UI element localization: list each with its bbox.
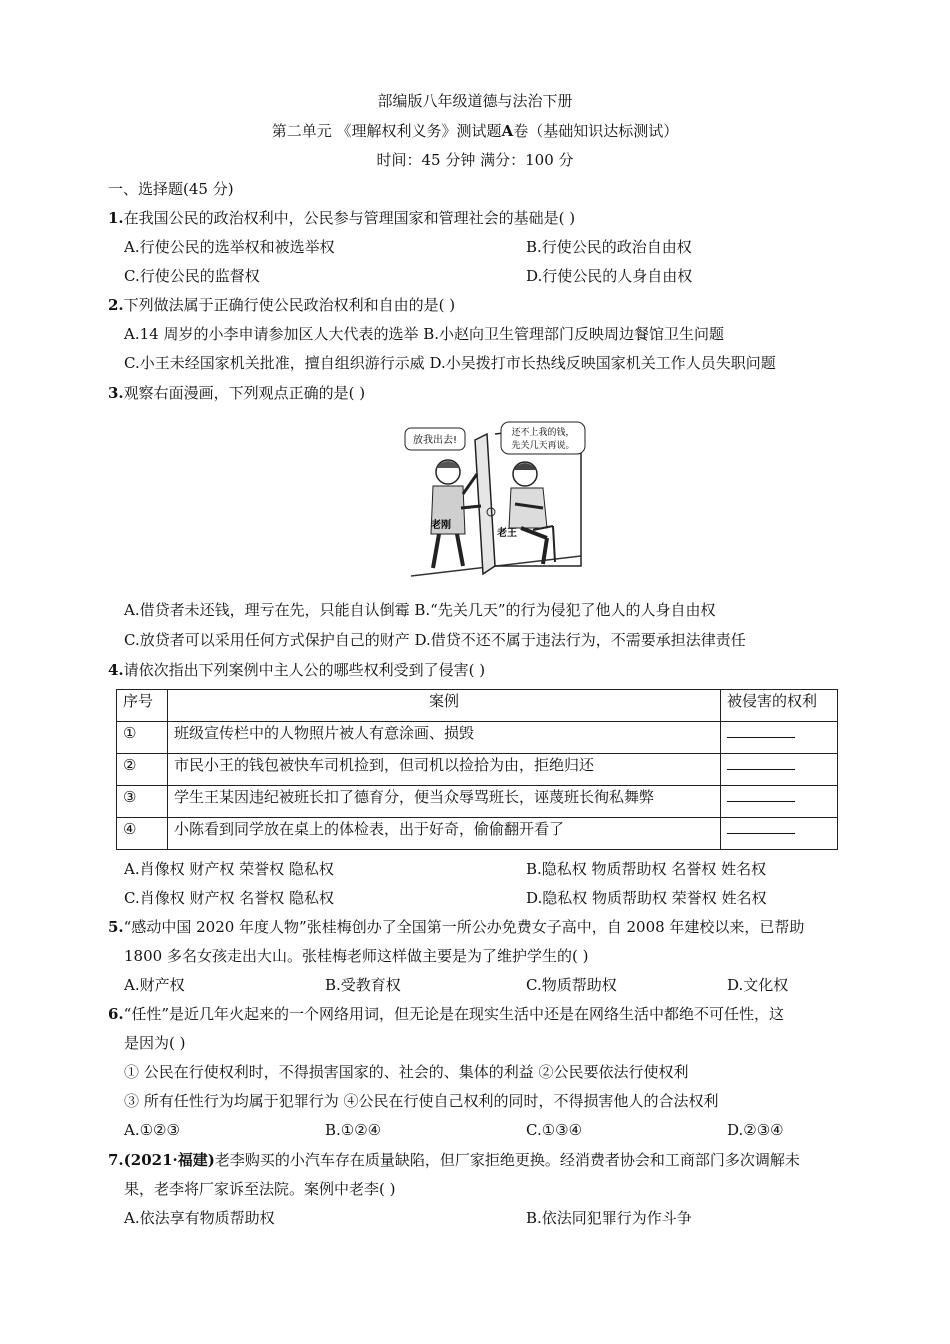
q3-stem	[108, 383, 365, 403]
q6-option-a: A.①②③	[124, 1121, 180, 1139]
q1-number: 1.	[108, 209, 124, 227]
q7-stem-1	[108, 1150, 800, 1170]
q5-option-c: C.物质帮助权	[526, 976, 617, 994]
doc-title: 部编版八年级道德与法治下册	[377, 92, 573, 110]
q5-option-a: A.财产权	[124, 976, 185, 994]
q6-option-d: D.②③④	[727, 1121, 784, 1139]
q2-options-ab: A.14 周岁的小李申请参加区人大代表的选举 B.小赵向卫生管理部门反映周边餐馆卫生问题	[124, 325, 725, 343]
table-row	[117, 786, 838, 818]
q4-option-b: B.隐私权 物质帮助权 名誉权 姓名权	[526, 860, 767, 878]
row-blank	[721, 818, 838, 850]
q5-stem-1	[108, 917, 804, 937]
q4-option-c: C.肖像权 财产权 名誉权 隐私权	[124, 889, 335, 907]
q1-stem	[108, 208, 575, 228]
q5-option-b: B.受教育权	[325, 976, 401, 994]
row-case: 小陈看到同学放在桌上的体检表，出于好奇，偷偷翻开看了	[168, 818, 721, 850]
q6-statements-1: ① 公民在行使权利时，不得损害国家的、社会的、集体的利益 ②公民要依法行使权利	[124, 1063, 689, 1081]
section-heading: 一、选择题(45 分)	[108, 180, 234, 198]
q6-text-1: “任性”是近几年火起来的一个网络用词，但无论是在现实生活中还是在网络生活中都绝不可任性，这	[123, 1005, 785, 1023]
q5-option-d: D.文化权	[727, 976, 789, 994]
q1-option-c: C.行使公民的监督权	[124, 267, 260, 285]
q5-text-1: “感动中国 2020 年度人物”张桂梅创办了全国第一所公办免费女子高中，自 2008 年建校以来，已帮助	[123, 918, 805, 936]
q6-statements-2: ③ 所有任性行为均属于犯罪行为 ④公民在行使自己权利的同时，不得损害他人的合法权利	[124, 1092, 719, 1110]
q7-text-1: 老李购买的小汽车存在质量缺陷，但厂家拒绝更换。经消费者协会和工商部门多次调解未	[214, 1151, 800, 1169]
row-blank	[721, 786, 838, 818]
table-header-row	[117, 690, 838, 722]
answer-blank	[727, 755, 795, 770]
row-case: 班级宣传栏中的人物照片被人有意涂画、损毁	[168, 722, 721, 754]
q4-stem	[108, 660, 485, 680]
table-row	[117, 818, 838, 850]
answer-blank	[727, 819, 795, 834]
row-blank	[721, 722, 838, 754]
bubble-left-text: 放我出去!	[412, 435, 458, 446]
q1-option-a: A.行使公民的选举权和被选举权	[124, 238, 335, 256]
header-right: 被侵害的权利	[721, 690, 838, 722]
q7-option-b: B.依法同犯罪行为作斗争	[526, 1209, 692, 1227]
doc-subtitle	[0, 121, 950, 141]
q7-option-a: A.依法享有物质帮助权	[124, 1209, 275, 1227]
q2-number: 2.	[108, 296, 124, 314]
q3-text: 观察右面漫画，下列观点正确的是( )	[123, 384, 366, 402]
q6-number: 6.	[108, 1005, 124, 1023]
q6-option-c: C.①③④	[526, 1121, 583, 1139]
q7-stem-2: 果，老李将厂家诉至法院。案例中老李( )	[124, 1180, 396, 1198]
row-case: 学生王某因违纪被班长扣了德育分，便当众辱骂班长，诬蔑班长徇私舞弊	[168, 786, 721, 818]
row-no: ④	[117, 818, 168, 850]
header-no: 序号	[117, 690, 168, 722]
table-row	[117, 722, 838, 754]
subtitle-pre: 第二单元 《理解权利义务》测试题	[271, 122, 502, 140]
q5-stem-2: 1800 多名女孩走出大山。张桂梅老师这样做主要是为了维护学生的( )	[124, 947, 589, 965]
answer-blank	[727, 723, 795, 738]
q6-stem-2: 是因为( )	[124, 1034, 186, 1052]
q6-stem-1	[108, 1004, 784, 1024]
q3-number: 3.	[108, 384, 124, 402]
table-row	[117, 754, 838, 786]
q1-option-d: D.行使公民的人身自由权	[526, 267, 693, 285]
row-case: 市民小王的钱包被快车司机捡到，但司机以捡拾为由，拒绝归还	[168, 754, 721, 786]
q2-text: 下列做法属于正确行使公民政治权利和自由的是( )	[123, 296, 456, 314]
q7-source: (2021·福建)	[123, 1151, 215, 1169]
q3-options-ab: A.借贷者未还钱，理亏在先，只能自认倒霉 B.“先关几天”的行为侵犯了他人的人身自由权	[124, 601, 716, 619]
q4-text: 请依次指出下列案例中主人公的哪些权利受到了侵害( )	[123, 661, 486, 679]
answer-blank	[727, 787, 795, 802]
q5-number: 5.	[108, 918, 124, 936]
q4-option-a: A.肖像权 财产权 荣誉权 隐私权	[124, 860, 334, 878]
row-no: ①	[117, 722, 168, 754]
q1-option-b: B.行使公民的政治自由权	[526, 238, 692, 256]
q7-number: 7.	[108, 1151, 124, 1169]
subtitle-post: 卷（基础知识达标测试）	[513, 122, 679, 140]
case-table	[116, 689, 838, 850]
header-case: 案例	[168, 690, 721, 722]
time-info: 时间：45 分钟 满分：100 分	[376, 151, 574, 169]
cartoon-image	[403, 416, 589, 584]
label-right-man: 老王	[497, 528, 517, 539]
q3-options-cd: C.放贷者可以采用任何方式保护自己的财产 D.借贷不还不属于违法行为，不需要承担法律责任	[124, 631, 746, 649]
label-left-man: 老刚	[431, 520, 451, 531]
q4-option-d: D.隐私权 物质帮助权 荣誉权 姓名权	[526, 889, 767, 907]
row-no: ③	[117, 786, 168, 818]
row-no: ②	[117, 754, 168, 786]
bubble-right-text-1: 还不上我的钱，	[511, 428, 575, 438]
q6-option-b: B.①②④	[325, 1121, 382, 1139]
q2-options-cd: C.小王未经国家机关批准，擅自组织游行示威 D.小吴拨打市长热线反映国家机关工作人员失职问题	[124, 354, 776, 372]
row-blank	[721, 754, 838, 786]
subtitle-bold: A	[501, 122, 514, 140]
bubble-right-text-2: 先关几天再说。	[511, 441, 575, 451]
q4-number: 4.	[108, 661, 124, 679]
q2-stem	[108, 295, 455, 315]
q1-text: 在我国公民的政治权利中，公民参与管理国家和管理社会的基础是( )	[123, 209, 576, 227]
